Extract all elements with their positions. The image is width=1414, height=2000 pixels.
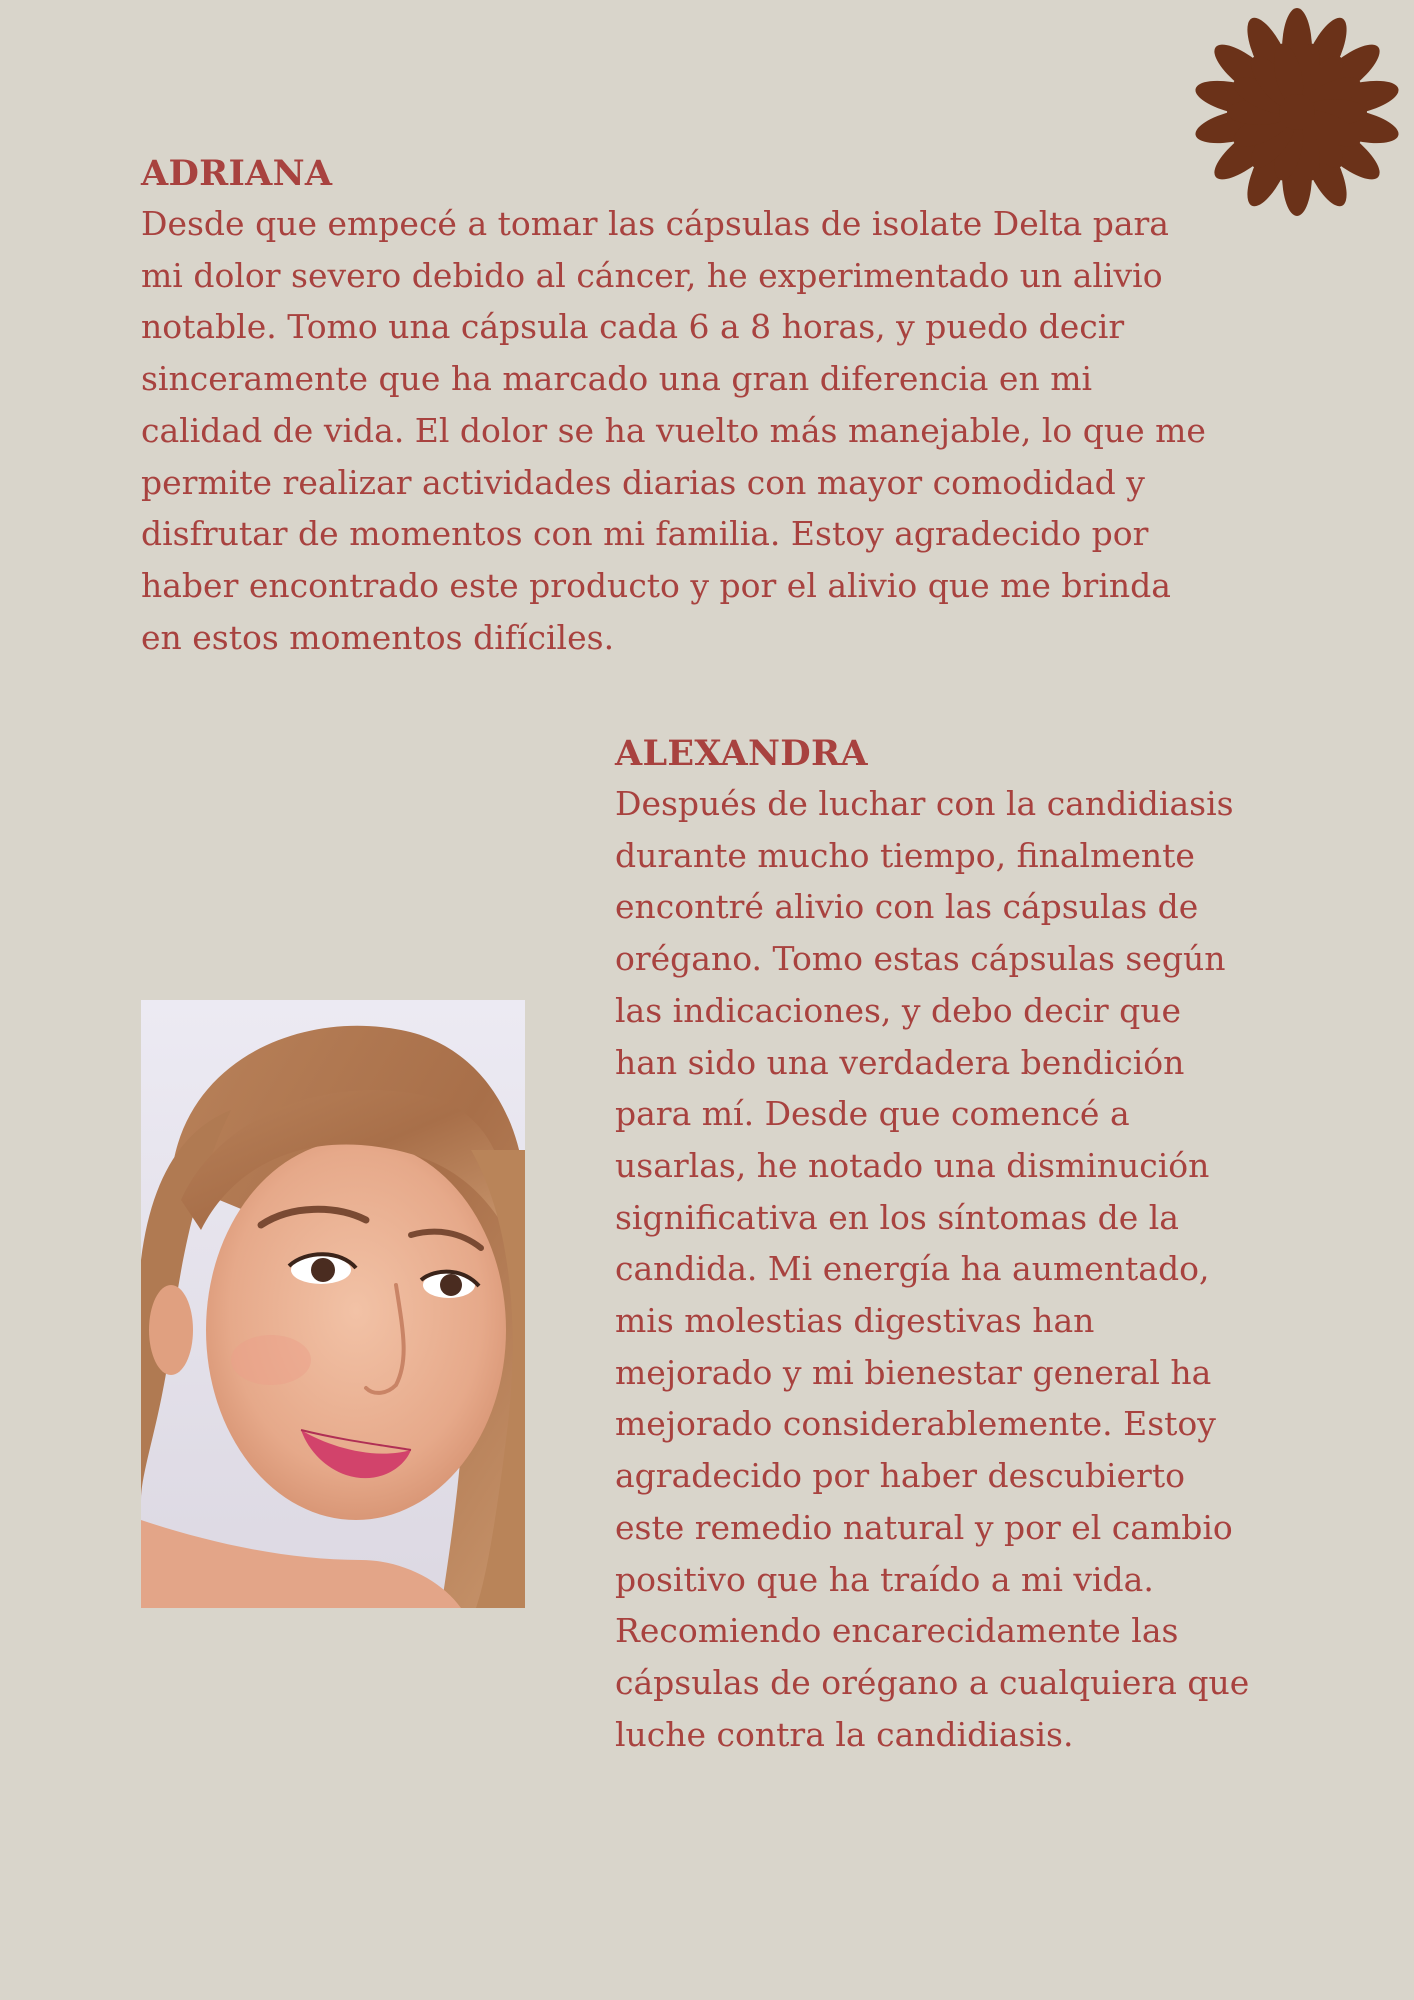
portrait-photo — [141, 1000, 525, 1608]
testimonial-text: Desde que empecé a tomar las cápsulas de isolate Delta para mi dolor severo debido al cáncer, he experimentado un alivio notable. Tomo una cápsula cada 6 a 8 horas, y puedo decir sinceramente que ha marcado una gran diferencia en mi calidad de vida. El dolor se ha vuelto más manejable, lo que me permite realizar actividades diarias con mayor comodidad y disfrutar de momentos con mi familia. Estoy agradecido por haber encontrado este producto y por el alivio que me brinda en estos momentos difíciles. — [141, 204, 1206, 657]
testimonial-name: ADRIANA — [141, 153, 333, 194]
testimonial-text: Después de luchar con la candidiasis durante mucho tiempo, finalmente encontré alivio con las cápsulas de orégano. Tomo estas cápsulas según las indicaciones, y debo decir que han sido una verdadera bendición para mí. Desde que comencé a usarlas, he notado una disminución significativa en los síntomas de la candida. Mi energía ha aumentado, mis molestias digestivas han mejorado y mi bienestar general ha mejorado considerablemente. Estoy agradecido por haber descubierto este remedio natural y por el cambio positivo que ha traído a mi vida. Recomiendo encarecidamente las cápsulas de orégano a cualquiera que luche contra la candidiasis. — [615, 784, 1250, 1754]
testimonial-adriana — [141, 150, 1341, 663]
testimonial-name: ALEXANDRA — [615, 733, 868, 774]
testimonial-alexandra — [615, 730, 1375, 1760]
